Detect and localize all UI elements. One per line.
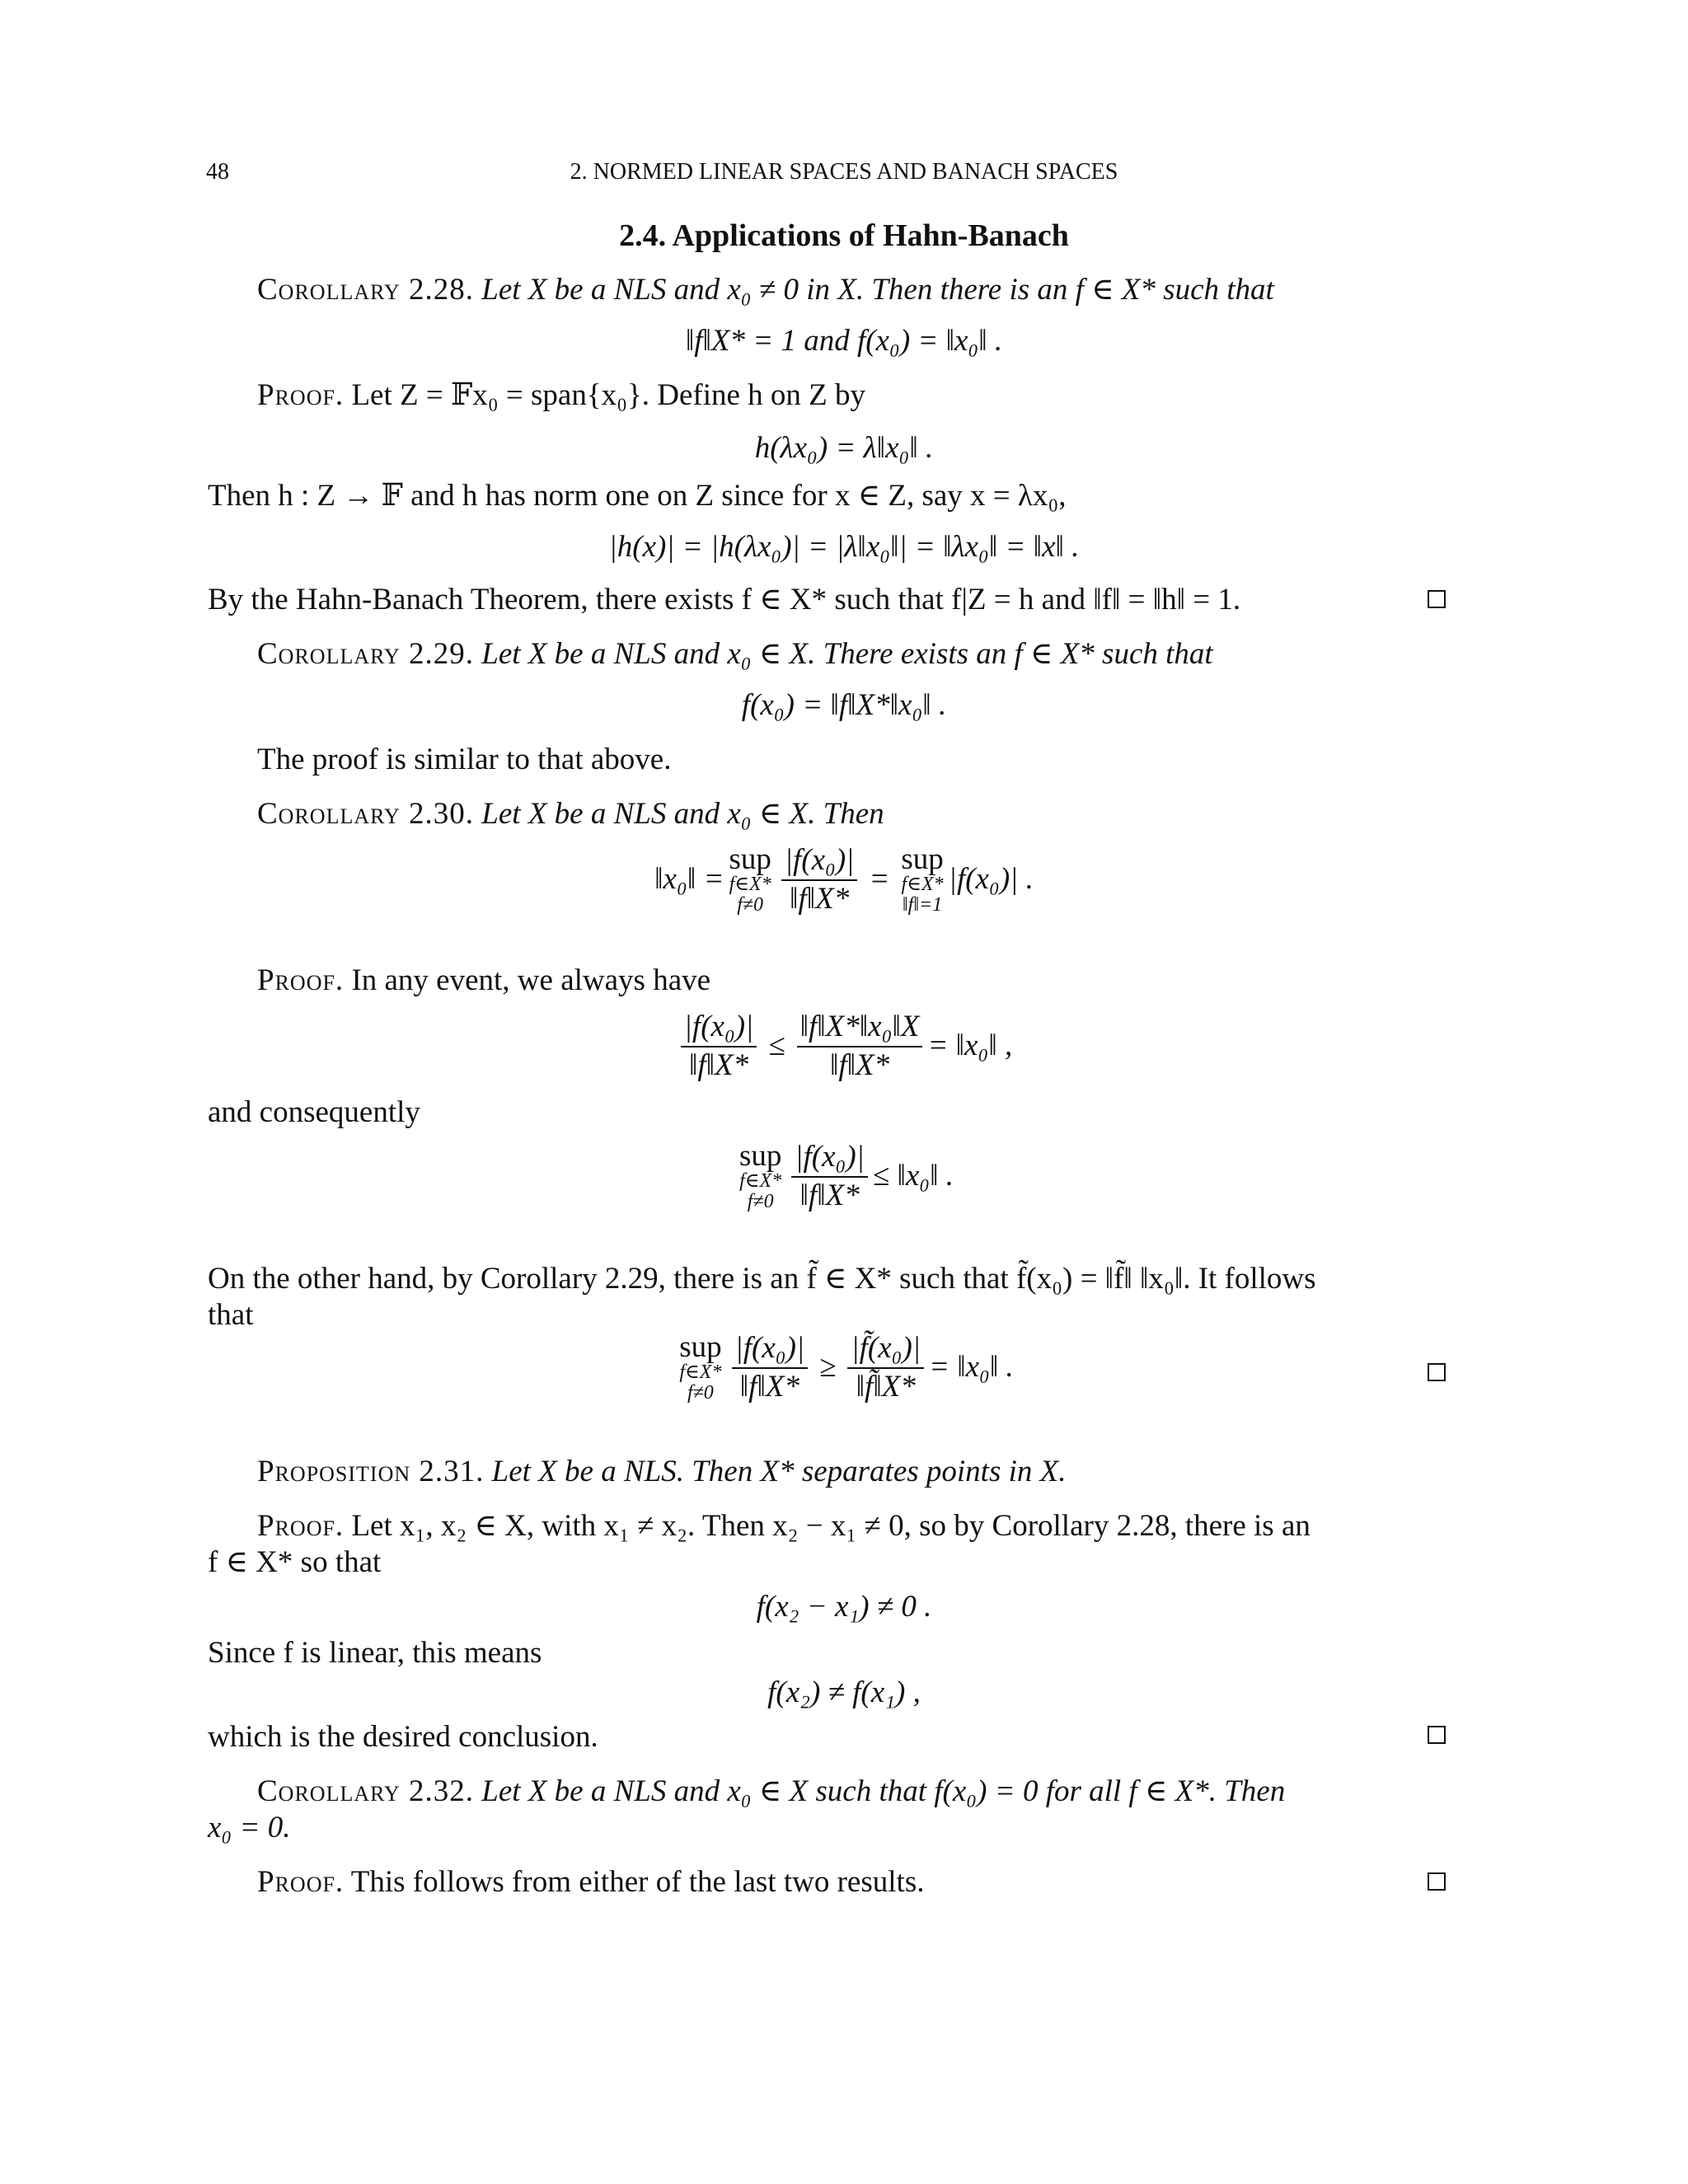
page-number: 48	[206, 159, 229, 185]
corollary-statement: Let X be a NLS and x₀ ∈ X. There exists an f ∈ X* such that	[481, 637, 1213, 671]
paragraph-line: that	[208, 1298, 254, 1332]
corollary-label: Corollary 2.29.	[257, 637, 475, 671]
proof-text: This follows from either of the last two results.	[350, 1865, 925, 1899]
paragraph-line: which is the desired conclusion.	[208, 1720, 598, 1754]
corollary-label: Corollary 2.30.	[257, 797, 475, 831]
display-equation: |h(x)| = |h(λx₀)| = |λ‖x₀‖| = ‖λx₀‖ = ‖x‖ .	[608, 530, 1080, 564]
corollary-statement: Let X be a NLS and x₀ ≠ 0 in X. Then there is an f ∈ X* such that	[481, 273, 1274, 307]
corollary-2-28	[257, 272, 1274, 308]
corollary-statement: Let X be a NLS and x₀ ∈ X. Then	[481, 797, 884, 831]
sup-operator: sup	[679, 1330, 722, 1364]
sup-subscript: f≠0	[747, 1191, 774, 1213]
equals-sign: =	[869, 862, 890, 897]
corollary-statement: Let X be a NLS and x₀ ∈ X such that f(x₀) = 0 for all f ∈ X*. Then	[481, 1774, 1286, 1808]
qed-icon	[1428, 1726, 1446, 1744]
sup-subscript: f≠0	[687, 1382, 714, 1404]
fraction-numerator: |f(x₀)|	[681, 1010, 757, 1047]
display-equation: f(x₀) = ‖f‖X*‖x₀‖ .	[741, 688, 947, 722]
display-inequality-2	[0, 1141, 1688, 1212]
proposition-label: Proposition 2.31.	[257, 1455, 485, 1488]
fraction-denominator: ‖f‖X*	[829, 1047, 890, 1082]
corollary-label: Corollary 2.32.	[257, 1774, 475, 1808]
sup-operator: sup	[729, 842, 771, 876]
display-inequality-1	[0, 1010, 1688, 1082]
paragraph-line: and consequently	[208, 1095, 420, 1129]
display-equation: f(x₂) ≠ f(x₁) ,	[767, 1675, 921, 1709]
proof-2-28-line1	[257, 377, 865, 414]
fraction-numerator: |f(x₀)|	[781, 844, 858, 881]
proof-2-31-line1	[257, 1508, 1311, 1544]
section-title: 2.4. Applications of Hahn-Banach	[619, 218, 1069, 253]
paragraph-line: On the other hand, by Corollary 2.29, there is an f̃ ∈ X* such that f̃(x₀) = ‖f̃‖ ‖x₀‖. It follows	[208, 1262, 1316, 1296]
paragraph-line: By the Hahn-Banach Theorem, there exists f ∈ X* such that f|Z = h and ‖f‖ = ‖h‖ = 1.	[208, 583, 1241, 616]
proof-label: Proof.	[257, 378, 345, 412]
equation-rhs: = ‖x₀‖ .	[929, 1350, 1014, 1385]
fraction-denominator: ‖f‖X*	[799, 1178, 860, 1212]
geq-sign: ≥	[819, 1350, 837, 1385]
paragraph-line: f ∈ X* so that	[208, 1545, 382, 1579]
corollary-2-30	[257, 796, 884, 832]
proof-text: In any event, we always have	[351, 963, 711, 997]
fraction-numerator: ‖f‖X*‖x₀‖X	[797, 1010, 923, 1047]
sup-subscript: f∈X*	[729, 874, 771, 895]
corollary-2-32	[257, 1774, 1285, 1810]
proposition-2-31	[257, 1454, 1066, 1490]
fraction-denominator: ‖f‖X*	[688, 1047, 749, 1082]
equation-lhs: ‖x₀‖ =	[654, 862, 724, 897]
sup-subscript: f∈X*	[679, 1361, 722, 1383]
display-equation: f(x₂ − x₁) ≠ 0 .	[756, 1590, 932, 1624]
equation-rhs: |f(x₀)| .	[948, 862, 1034, 897]
fraction-numerator: |f(x₀)|	[732, 1332, 809, 1369]
proof-2-32	[257, 1864, 924, 1900]
equation-rhs: ≤ ‖x₀‖ .	[872, 1159, 954, 1193]
sup-subscript: f∈X*	[901, 874, 944, 895]
leq-sign: ≤	[768, 1029, 785, 1063]
corollary-2-29	[257, 636, 1213, 673]
proof-label: Proof.	[257, 1865, 345, 1899]
qed-icon	[1428, 590, 1446, 608]
qed-icon	[1428, 1872, 1446, 1891]
proof-text: Let Z = 𝔽x₀ = span{x₀}. Define h on Z by	[351, 378, 865, 412]
fraction-denominator: ‖f‖X*	[739, 1369, 799, 1404]
proof-label: Proof.	[257, 963, 345, 997]
equation-rhs: = ‖x₀‖ ,	[927, 1029, 1013, 1063]
display-equation: h(λx₀) = λ‖x₀‖ .	[754, 431, 934, 465]
proof-label: Proof.	[257, 1509, 345, 1543]
sup-subscript: ‖f‖=1	[902, 894, 943, 916]
corollary-label: Corollary 2.28.	[257, 273, 475, 307]
fraction-denominator: ‖f̃‖X*	[856, 1369, 916, 1404]
qed-icon	[1428, 1363, 1446, 1381]
proposition-statement: Let X be a NLS. Then X* separates points in X.	[491, 1455, 1067, 1488]
fraction-denominator: ‖f‖X*	[790, 881, 850, 916]
paragraph-line: Then h : Z → 𝔽 and h has norm one on Z since for x ∈ Z, say x = λx₀,	[208, 479, 1067, 513]
display-equation-2-30	[0, 844, 1688, 916]
proof-2-30-line1	[257, 963, 710, 999]
sup-subscript: f∈X*	[739, 1170, 782, 1192]
sup-operator: sup	[901, 842, 944, 876]
proof-text: Let x₁, x₂ ∈ X, with x₁ ≠ x₂. Then x₂ − x₁ ≠ 0, so by Corollary 2.28, there is an	[351, 1509, 1311, 1543]
paragraph-line: x₀ = 0.	[208, 1811, 291, 1844]
running-title: 2. NORMED LINEAR SPACES AND BANACH SPACES	[570, 159, 1118, 185]
display-equation: ‖f‖X* = 1 and f(x₀) = ‖x₀‖ .	[685, 324, 1003, 358]
paragraph-line: The proof is similar to that above.	[257, 743, 672, 776]
paragraph-line: Since f is linear, this means	[208, 1636, 542, 1670]
fraction-numerator: |f(x₀)|	[791, 1141, 868, 1178]
sup-subscript: f≠0	[737, 894, 764, 916]
sup-operator: sup	[738, 1139, 782, 1173]
fraction-numerator: |f̃(x₀)|	[847, 1332, 924, 1369]
